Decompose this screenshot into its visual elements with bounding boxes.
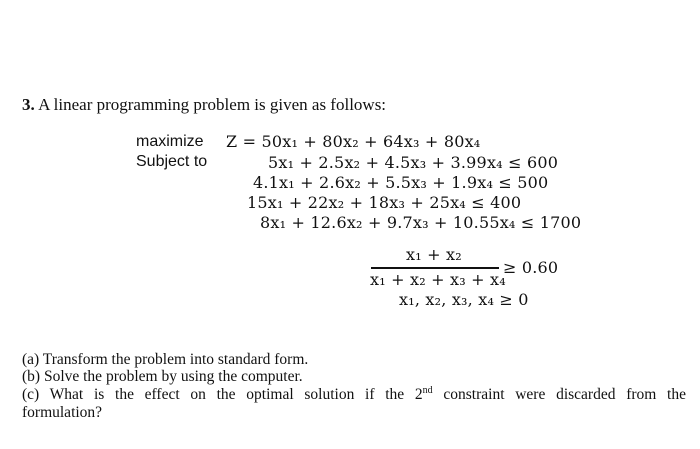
- constraint-2: 4.1x₁ + 2.6x₂ + 5.5x₃ + 1.9x₄ ≤ 500: [253, 173, 549, 192]
- constraint-4: 8x₁ + 12.6x₂ + 9.7x₃ + 10.55x₄ ≤ 1700: [260, 213, 582, 232]
- ratio-denominator: x₁ + x₂ + x₃ + x₄: [370, 270, 506, 289]
- subject-to-label: Subject to: [136, 153, 208, 170]
- part-c-after: constraint were discarded from the: [432, 386, 686, 403]
- part-c-continuation: formulation?: [22, 404, 103, 421]
- part-b: (b) Solve the problem by using the computer.: [22, 368, 303, 385]
- constraint-3: 15x₁ + 22x₂ + 18x₃ + 25x₄ ≤ 400: [247, 193, 522, 212]
- part-c: [22, 386, 686, 404]
- objective-function: Z = 50x₁ + 80x₂ + 64x₃ + 80x₄: [226, 132, 481, 151]
- question-heading: [22, 95, 386, 115]
- part-c-before: (c) What is the effect on the optimal solution if the 2: [22, 386, 423, 403]
- question-number: 3.: [22, 95, 35, 114]
- maximize-label: maximize: [136, 133, 204, 150]
- part-c-superscript: nd: [422, 384, 433, 396]
- ratio-inequality: ≥ 0.60: [503, 258, 559, 277]
- fraction-bar: [371, 267, 499, 269]
- part-a: (a) Transform the problem into standard form.: [22, 351, 309, 368]
- ratio-numerator: x₁ + x₂: [406, 245, 462, 264]
- nonnegativity-constraint: x₁, x₂, x₃, x₄ ≥ 0: [399, 290, 529, 309]
- constraint-1: 5x₁ + 2.5x₂ + 4.5x₃ + 3.99x₄ ≤ 600: [268, 153, 559, 172]
- question-intro: A linear programming problem is given as follows:: [38, 95, 387, 114]
